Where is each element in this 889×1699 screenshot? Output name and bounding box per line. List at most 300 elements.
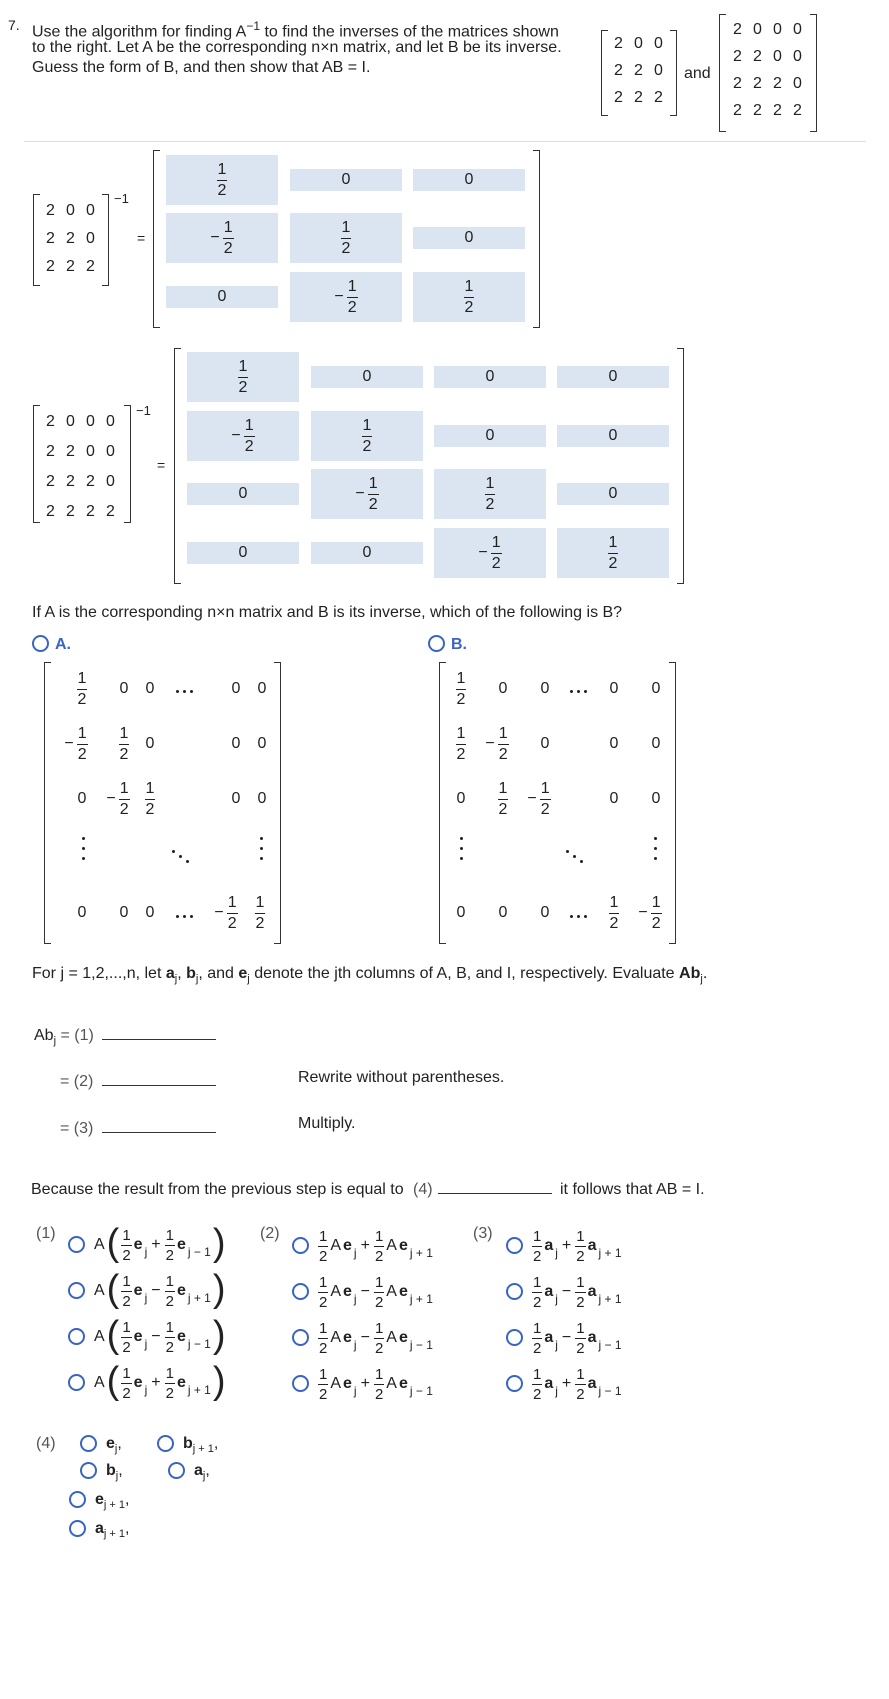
subscript: j: [114, 1443, 118, 1456]
denominator: 2: [576, 1293, 585, 1311]
group-2-option[interactable]: [318, 1225, 433, 1267]
option-term: e: [176, 1236, 186, 1253]
choice-a-entry: 0: [145, 904, 155, 921]
group-4-radio[interactable]: [69, 1491, 86, 1508]
lhs4-cell: 2: [66, 473, 75, 490]
header-m4-cell: 2: [733, 75, 742, 92]
fraction: [491, 535, 502, 572]
choice-b-entry: 0: [651, 735, 661, 752]
rhs-matrix-3x3-right-bracket: [533, 150, 540, 328]
option-term: a: [544, 1375, 554, 1392]
group-3-option[interactable]: [532, 1317, 622, 1359]
half-fraction: [318, 1367, 328, 1402]
numerator: 1: [119, 779, 129, 797]
group-4-option[interactable]: [95, 1521, 129, 1540]
fraction: [498, 726, 509, 763]
group-1-radio[interactable]: [68, 1328, 85, 1345]
inverse3-cell[interactable]: [166, 213, 278, 263]
group-1-radio[interactable]: [68, 1374, 85, 1391]
inverse4-cell[interactable]: 0: [557, 425, 669, 447]
header-m4-cell: 0: [753, 21, 762, 38]
half-fraction: [165, 1228, 175, 1263]
option-term: e: [133, 1374, 143, 1391]
group-1-option[interactable]: [94, 1224, 226, 1266]
inverse3-cell[interactable]: [413, 272, 525, 322]
numerator: 1: [341, 218, 351, 236]
fraction: [456, 671, 467, 708]
subscript: j: [353, 1337, 357, 1352]
group-3-label: (3): [473, 1225, 493, 1242]
option-sign: +: [561, 1375, 572, 1392]
choice-a-entry-fraction: [77, 671, 88, 708]
inverse4-fraction: [355, 476, 378, 513]
header-m4-cell: 0: [773, 21, 782, 38]
equals-3: =: [137, 230, 146, 246]
inverse3-cell[interactable]: 0: [413, 227, 525, 249]
problem-number: 7.: [8, 17, 20, 33]
group-2-radio[interactable]: [292, 1375, 309, 1392]
lhs-matrix-3x3-right-bracket: [102, 194, 109, 286]
choice-a-entry: 0: [257, 735, 267, 752]
numerator: 1: [122, 1364, 131, 1382]
inverse4-cell[interactable]: 0: [434, 425, 546, 447]
denominator: 2: [533, 1339, 542, 1357]
option-expression: [94, 1360, 226, 1402]
choice-a-vdots-left: [82, 837, 86, 867]
inverse4-cell[interactable]: 0: [434, 366, 546, 388]
inverse3-cell[interactable]: [290, 272, 402, 322]
half-fraction: [532, 1229, 542, 1264]
group-4-radio[interactable]: [80, 1435, 97, 1452]
group-2-option[interactable]: [318, 1363, 433, 1405]
inverse-exponent-4: −1: [136, 403, 151, 418]
inverse4-cell[interactable]: [187, 411, 299, 461]
group-2-option[interactable]: [318, 1271, 433, 1313]
inverse3-cell[interactable]: [166, 155, 278, 205]
numerator: 1: [122, 1226, 131, 1244]
minus-sign: −: [231, 427, 241, 444]
half-fraction: [575, 1275, 585, 1310]
option-sign: −: [561, 1283, 572, 1300]
option-term: e: [176, 1282, 186, 1299]
lhs4-cell: 0: [86, 413, 95, 430]
group-4-radio[interactable]: [69, 1520, 86, 1537]
denominator: 2: [651, 914, 661, 932]
choice-b-entry: 0: [609, 790, 619, 807]
choice-b-vdots-right: [654, 837, 658, 867]
numerator: 1: [122, 1272, 131, 1290]
subscript: j − 1: [409, 1383, 433, 1398]
group-2-option[interactable]: [318, 1317, 433, 1359]
choice-a-entry: 0: [119, 904, 129, 921]
choice-a-vdots-right: [260, 837, 264, 867]
lhs-matrix-4x4-left-bracket: [33, 405, 40, 523]
subscript: j + 1: [598, 1291, 622, 1306]
numerator: 1: [651, 893, 661, 911]
choice-b-entry-fraction: [609, 895, 620, 932]
header-m4-cell: 2: [773, 75, 782, 92]
denominator: 2: [319, 1247, 328, 1265]
fraction: [347, 279, 358, 316]
fraction: [609, 895, 620, 932]
fraction: [255, 895, 266, 932]
denominator: 2: [374, 1293, 384, 1311]
lhs4-cell: 2: [66, 503, 75, 520]
group-3-option[interactable]: [532, 1225, 622, 1267]
option-expression: [532, 1367, 622, 1402]
fraction: [341, 220, 352, 257]
step-3-blank[interactable]: [102, 1132, 216, 1133]
group-4-radio[interactable]: [168, 1462, 185, 1479]
choice-b-label[interactable]: B.: [451, 636, 467, 653]
inverse4-cell[interactable]: 0: [557, 366, 669, 388]
denominator: 2: [576, 1339, 585, 1357]
numerator: 1: [255, 893, 265, 911]
denominator: 2: [77, 690, 87, 708]
lhs4-cell: 2: [46, 443, 55, 460]
option-sign: +: [151, 1236, 161, 1253]
lhs-matrix-3x3-left-bracket: [33, 194, 40, 286]
subscript: j: [353, 1291, 357, 1306]
header-m4-cell: 2: [733, 48, 742, 65]
right-paren: ): [212, 1268, 226, 1310]
right-paren: ): [212, 1222, 226, 1264]
fraction: [651, 895, 662, 932]
group-4-option[interactable]: [95, 1492, 129, 1511]
denominator: 2: [145, 800, 155, 818]
fraction: [145, 781, 156, 818]
half-fraction: [374, 1229, 384, 1264]
option-letter: b: [183, 1435, 193, 1452]
option-expression: [94, 1268, 226, 1310]
rhs-matrix-4x4-right-bracket: [677, 348, 684, 584]
denominator: 2: [533, 1385, 542, 1403]
inverse4-cell[interactable]: [187, 352, 299, 402]
option-expression: [532, 1229, 622, 1264]
numerator: 1: [319, 1365, 328, 1383]
subscript: j + 1: [409, 1291, 433, 1306]
inverse4-cell[interactable]: 0: [311, 366, 423, 388]
option-sign: +: [151, 1374, 161, 1391]
option-term-e: e: [398, 1237, 408, 1254]
option-term: a: [587, 1329, 597, 1346]
inverse4-cell[interactable]: [557, 528, 669, 578]
header-matrix-3x3-right-bracket: [670, 30, 677, 116]
choice-a-label[interactable]: A.: [55, 636, 71, 653]
subscript: j + 1: [598, 1245, 622, 1260]
header-matrix-4x4-right-bracket: [810, 14, 817, 132]
subscript: j − 1: [598, 1337, 622, 1352]
half-fraction: [374, 1367, 384, 1402]
subscript: j: [555, 1291, 558, 1306]
denominator: 2: [576, 1247, 585, 1265]
inverse4-cell[interactable]: [311, 469, 423, 519]
option-sign: −: [360, 1329, 370, 1346]
header-m4-cell: 0: [793, 75, 802, 92]
header-m4-cell: 2: [793, 102, 802, 119]
option-prefix: A: [94, 1328, 105, 1345]
header-m4-cell: 0: [773, 48, 782, 65]
group-2-radio[interactable]: [292, 1329, 309, 1346]
header-m4-cell: 2: [753, 75, 762, 92]
minus-sign: −: [214, 904, 224, 921]
choice-b-entry-fraction: [456, 671, 467, 708]
fraction: [244, 418, 255, 455]
denominator: 2: [77, 745, 87, 763]
group-1-radio[interactable]: [68, 1282, 85, 1299]
step-2-blank[interactable]: [102, 1085, 216, 1086]
minus-sign: −: [485, 735, 495, 752]
numerator: 1: [608, 533, 618, 551]
choice-a-entry: 0: [77, 904, 87, 921]
numerator: 1: [368, 474, 378, 492]
denominator: 2: [244, 437, 254, 455]
choice-b-entry: 0: [498, 680, 508, 697]
subscript: j + 1: [187, 1290, 211, 1305]
choice-a-ddots-dot: [179, 855, 182, 858]
minus-sign: −: [527, 790, 537, 807]
denominator: 2: [374, 1385, 384, 1403]
problem-line-2: to the right. Let A be the corresponding n×n matrix, and let B be its inverse.: [32, 39, 562, 56]
inverse4-cell[interactable]: 0: [311, 542, 423, 564]
minus-sign: −: [638, 904, 648, 921]
choice-a-hdots-bottom: [176, 915, 193, 918]
inverse4-cell[interactable]: [311, 411, 423, 461]
inverse4-cell[interactable]: [434, 469, 546, 519]
option-expression: [318, 1367, 433, 1402]
option-term: A: [386, 1237, 397, 1254]
inverse4-cell[interactable]: 0: [187, 542, 299, 564]
inverse3-cell[interactable]: 0: [166, 286, 278, 308]
group-3-radio[interactable]: [506, 1237, 523, 1254]
option-letter: a: [194, 1462, 203, 1479]
header-m4-cell: 2: [753, 102, 762, 119]
group-4-option[interactable]: [106, 1436, 122, 1455]
group-1-radio[interactable]: [68, 1236, 85, 1253]
fraction: [223, 220, 234, 257]
denominator: 2: [122, 1246, 131, 1264]
group-3-radio[interactable]: [506, 1283, 523, 1300]
numerator: 1: [576, 1319, 585, 1337]
fraction: [540, 781, 551, 818]
lhs4-cell: 2: [106, 503, 115, 520]
choice-b-ddots-dot: [573, 855, 576, 858]
group-3-radio[interactable]: [506, 1375, 523, 1392]
header-m4-cell: 2: [733, 102, 742, 119]
group-1-option[interactable]: [94, 1316, 226, 1358]
option-sign: +: [360, 1375, 370, 1392]
half-fraction: [374, 1275, 384, 1310]
denominator: 2: [119, 800, 129, 818]
numerator: 1: [319, 1227, 328, 1245]
group-3-option[interactable]: [532, 1363, 622, 1405]
group-4-option[interactable]: [183, 1436, 218, 1455]
half-fraction: [532, 1275, 542, 1310]
group-3-option[interactable]: [532, 1271, 622, 1313]
lhs4-cell: 0: [106, 443, 115, 460]
choice-b-entry-fraction: [498, 781, 509, 818]
numerator: 1: [217, 160, 227, 178]
inverse4-cell[interactable]: 0: [557, 483, 669, 505]
inverse3-fraction: [464, 279, 475, 316]
fraction: [368, 476, 379, 513]
header-m3-cell: 0: [654, 35, 663, 52]
header-m3-cell: 2: [634, 89, 643, 106]
rhs-matrix-4x4-left-bracket: [174, 348, 181, 584]
choice-b-entry: 0: [456, 904, 466, 921]
denominator: 2: [238, 378, 248, 396]
option-sign: −: [151, 1328, 161, 1345]
lhs3-cell: 0: [66, 202, 75, 219]
lhs3-cell: 2: [46, 258, 55, 275]
group-2-radio[interactable]: [292, 1237, 309, 1254]
step-1-blank[interactable]: [102, 1039, 216, 1040]
choice-b-entry: 0: [609, 735, 619, 752]
comma: ,: [117, 1435, 122, 1452]
half-fraction: [575, 1229, 585, 1264]
denominator: 2: [362, 437, 372, 455]
choice-b-entry: [620, 893, 680, 933]
comma: ,: [205, 1462, 210, 1479]
denominator: 2: [341, 239, 351, 257]
half-fraction: [532, 1321, 542, 1356]
choice-a-entry: [120, 779, 180, 819]
group-1-option[interactable]: [94, 1270, 226, 1312]
inverse4-fraction: [485, 476, 496, 513]
denominator: 2: [576, 1385, 585, 1403]
fraction: [608, 535, 619, 572]
choice-a-entry: 0: [119, 680, 129, 697]
choice-b-radio[interactable]: [428, 635, 445, 652]
because-blank[interactable]: [438, 1193, 552, 1194]
numerator: 1: [122, 1318, 131, 1336]
half-fraction: [318, 1229, 328, 1264]
denominator: 2: [319, 1293, 328, 1311]
option-letter: b: [106, 1462, 116, 1479]
denominator: 2: [540, 800, 550, 818]
choice-a-entry-fraction: [255, 895, 266, 932]
denominator: 2: [374, 1339, 384, 1357]
step-3-label: = (3): [60, 1120, 94, 1137]
numerator: 1: [319, 1273, 328, 1291]
because-blank-label: (4): [413, 1181, 433, 1198]
lhs4-cell: 0: [66, 413, 75, 430]
group-3-radio[interactable]: [506, 1329, 523, 1346]
lhs4-cell: 2: [86, 473, 95, 490]
fraction: [77, 671, 88, 708]
and-text: and: [684, 65, 711, 82]
option-term: e: [133, 1236, 143, 1253]
numerator: 1: [498, 724, 508, 742]
choice-a-entry: 0: [77, 790, 87, 807]
option-term: a: [587, 1283, 597, 1300]
group-4-radio[interactable]: [157, 1435, 174, 1452]
subscript: j − 1: [598, 1383, 622, 1398]
header-m3-cell: 0: [634, 35, 643, 52]
lhs3-cell: 2: [66, 230, 75, 247]
lhs3-cell: 2: [46, 230, 55, 247]
inverse4-fraction: [362, 418, 373, 455]
half-fraction: [121, 1366, 131, 1401]
fraction: [456, 726, 467, 763]
inverse3-cell[interactable]: 0: [290, 169, 402, 191]
denominator: 2: [498, 745, 508, 763]
group-4-radio[interactable]: [80, 1462, 97, 1479]
denominator: 2: [485, 495, 495, 513]
lhs3-cell: 0: [86, 230, 95, 247]
subscript: j: [555, 1337, 558, 1352]
because-pre: Because the result from the previous step is equal to: [31, 1181, 404, 1198]
left-paren: (: [106, 1268, 120, 1310]
inverse3-cell[interactable]: [290, 213, 402, 263]
header-m3-cell: 2: [614, 89, 623, 106]
inverse3-cell[interactable]: 0: [413, 169, 525, 191]
inverse3-fraction: [341, 220, 352, 257]
numerator: 1: [464, 277, 474, 295]
choice-a-radio[interactable]: [32, 635, 49, 652]
inverse4-cell[interactable]: [434, 528, 546, 578]
option-term: A: [330, 1237, 342, 1254]
group-4-option[interactable]: [106, 1463, 123, 1482]
option-sign: +: [561, 1237, 572, 1254]
group-2-radio[interactable]: [292, 1283, 309, 1300]
option-term: A: [330, 1375, 342, 1392]
minus-sign: −: [64, 735, 74, 752]
problem-line-3: Guess the form of B, and then show that AB = I.: [32, 59, 371, 76]
choice-b-entry: 0: [498, 904, 508, 921]
numerator: 1: [533, 1273, 542, 1291]
denominator: 2: [122, 1384, 131, 1402]
numerator: 1: [244, 416, 254, 434]
option-sign: −: [151, 1282, 161, 1299]
header-m3-cell: 0: [654, 62, 663, 79]
option-term-e: e: [398, 1375, 408, 1392]
choice-a-ddots-dot: [186, 860, 189, 863]
inverse4-cell[interactable]: 0: [187, 483, 299, 505]
problem-line-1: Use the algorithm for finding $A^{-1}$ to find the inverses of the matrices shown: [32, 19, 559, 41]
denominator: 2: [456, 690, 466, 708]
option-expression: [94, 1222, 226, 1264]
subscript: j − 1: [409, 1337, 433, 1352]
numerator: 1: [319, 1319, 328, 1337]
option-term: a: [544, 1237, 554, 1254]
inverse-exponent-3: −1: [114, 191, 129, 206]
option-prefix: A: [94, 1236, 105, 1253]
group-1-label: (1): [36, 1225, 56, 1242]
header-m3-cell: 2: [614, 35, 623, 52]
subscript: j: [144, 1290, 148, 1305]
header-m4-cell: 0: [793, 21, 802, 38]
option-term-e: e: [398, 1283, 408, 1300]
subscript: j: [144, 1244, 148, 1259]
group-4-option[interactable]: [194, 1463, 210, 1482]
group-2-label: (2): [260, 1225, 280, 1242]
option-prefix: A: [94, 1282, 105, 1299]
lhs4-cell: 2: [66, 443, 75, 460]
denominator: 2: [498, 800, 508, 818]
equals-4: =: [157, 457, 166, 473]
header-matrix-4x4-left-bracket: [719, 14, 726, 132]
choice-b-entry-fraction: [638, 895, 661, 932]
group-1-option[interactable]: [94, 1362, 226, 1404]
denominator: 2: [165, 1246, 174, 1264]
choice-a-entry-fraction: [145, 781, 156, 818]
fraction: [485, 476, 496, 513]
numerator: 1: [540, 779, 550, 797]
left-paren: (: [106, 1360, 120, 1402]
lhs3-cell: 2: [46, 202, 55, 219]
inverse3-fraction: [334, 279, 357, 316]
